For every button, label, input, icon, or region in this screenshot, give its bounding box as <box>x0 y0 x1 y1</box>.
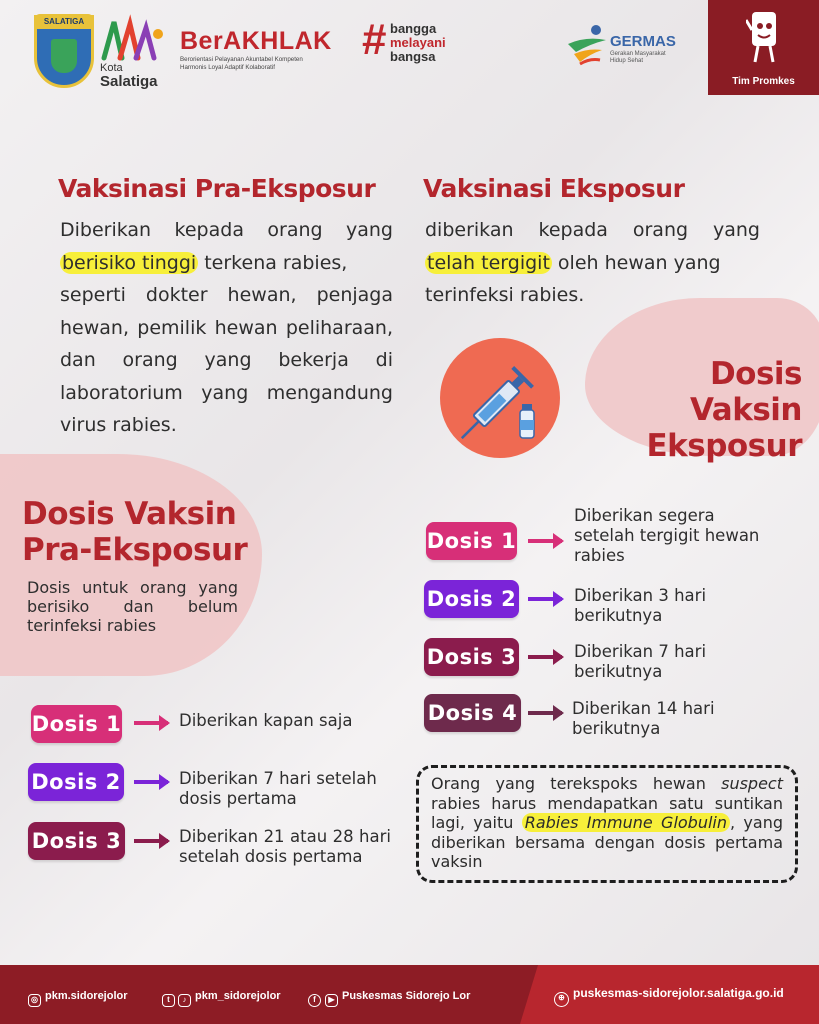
pra-dosis-3-text: Diberikan 21 atau 28 hari setelah dosis pertama <box>179 827 391 866</box>
footer-facebook-youtube[interactable] <box>308 989 470 1007</box>
pra-dosis-1-arrow-icon <box>134 721 168 725</box>
tim-promkes-label: Tim Promkes <box>732 76 795 87</box>
syringe-icon <box>450 350 550 450</box>
pra-dosis-3-badge: Dosis 3 <box>28 822 125 860</box>
twitter-icon: t <box>162 994 175 1007</box>
pra-highlight: berisiko tinggi <box>62 251 197 274</box>
tim-promkes-badge <box>708 0 819 95</box>
dosis-eksposur-title-1: Dosis Vaksin <box>690 356 802 428</box>
shield-ribbon: SALATIGA <box>34 15 94 29</box>
dosis-pra-desc: Dosis untuk orang yang berisiko dan belum terinfeksi rabies <box>27 578 238 635</box>
eks-line-2-rest: oleh hewan yang <box>551 251 721 274</box>
pra-eksposur-title: Vaksinasi Pra-Eksposur <box>58 174 376 203</box>
eksposur-description <box>425 214 760 312</box>
eks-highlight: telah tergigit <box>427 251 550 274</box>
eks-dosis-3-badge: Dosis 3 <box>424 638 519 676</box>
eks-line-3: terinfeksi rabies. <box>425 284 585 306</box>
salatiga-shield-logo <box>34 14 94 88</box>
pra-rest: seperti dokter hewan, penjaga hewan, pemilik hewan peliharaan, dan orang yang bekerja di laboratorium yang mengandung virus rabies. <box>60 284 393 436</box>
pra-line-2 <box>60 247 393 280</box>
note-suspect: suspect <box>721 774 783 793</box>
rabies-immune-globulin-note <box>416 765 798 883</box>
pra-line-1: Diberikan kepada orang yang <box>60 219 393 241</box>
instagram-handle: pkm.sidorejolor <box>45 990 128 1002</box>
berakhlak-tagline-1: Berorientasi Pelayanan Akuntabel Kompeten <box>180 56 303 63</box>
footer-twitter-tiktok[interactable] <box>162 989 281 1007</box>
salatiga-label: Salatiga <box>100 73 158 90</box>
pra-line-2-rest: terkena rabies, <box>198 251 348 274</box>
tiktok-icon: ♪ <box>178 994 191 1007</box>
twitter-tiktok-handle: pkm_sidorejolor <box>195 990 281 1002</box>
facebook-icon: f <box>308 994 321 1007</box>
footer-instagram[interactable] <box>28 989 128 1007</box>
mascot-icon <box>746 8 782 66</box>
eks-dosis-2-badge: Dosis 2 <box>424 580 519 618</box>
eks-dosis-3-text: Diberikan 7 hari berikutnya <box>574 642 707 681</box>
pra-dosis-2-text: Diberikan 7 hari setelah dosis pertama <box>179 769 377 808</box>
pra-dosis-3-arrow-icon <box>134 839 168 843</box>
pra-dosis-1-badge: Dosis 1 <box>31 705 122 743</box>
germas-tagline: Gerakan Masyarakat Hidup Sehat <box>610 51 666 64</box>
pra-dosis-1-text: Diberikan kapan saja <box>179 711 353 730</box>
shield-emblem <box>51 39 77 73</box>
eks-line-1: diberikan kepada orang yang <box>425 219 760 241</box>
berakhlak-tagline-2: Harmonis Loyal Adaptif Kolaboratif <box>180 64 275 71</box>
eks-line-2 <box>425 247 760 280</box>
note-part-2: rabies harus mendapatkan satu suntikan lagi, yaitu <box>431 793 783 832</box>
website-url: puskesmas-sidorejolor.salatiga.go.id <box>573 986 784 1000</box>
eks-dosis-4-badge: Dosis 4 <box>424 694 521 732</box>
eks-dosis-2-arrow-icon <box>528 597 562 601</box>
eks-dosis-4-arrow-icon <box>528 711 562 715</box>
germas-logo: GERMAS <box>610 33 676 50</box>
eks-dosis-3-arrow-icon <box>528 655 562 659</box>
youtube-icon: ▶ <box>325 994 338 1007</box>
dosis-pra-title-1: Dosis Vaksin <box>22 496 237 532</box>
eks-dosis-1-badge: Dosis 1 <box>426 522 517 560</box>
eks-dosis-1-arrow-icon <box>528 539 562 543</box>
kota-salatiga-logo-icon <box>100 14 166 66</box>
bangga-word: bangga <box>390 21 437 36</box>
hashtag-mark: # <box>362 15 387 64</box>
dosis-pra-title-2: Pra-Eksposur <box>22 532 248 568</box>
eks-dosis-2-text: Diberikan 3 hari berikutnya <box>574 586 707 625</box>
pra-dosis-2-arrow-icon <box>134 780 168 784</box>
eksposur-title: Vaksinasi Eksposur <box>423 174 685 203</box>
dosis-eksposur-title-2: Eksposur <box>646 428 802 464</box>
pra-dosis-2-badge: Dosis 2 <box>28 763 124 801</box>
instagram-icon: ◎ <box>28 994 41 1007</box>
eks-dosis-4-text: Diberikan 14 hari berikutnya <box>572 699 715 738</box>
globe-icon: ⊕ <box>554 992 569 1007</box>
note-highlight: Rabies Immune Globulin <box>522 813 730 832</box>
pra-eksposur-description <box>60 214 393 442</box>
bangsa-word: bangsa <box>390 49 436 64</box>
fb-youtube-handle: Puskesmas Sidorejo Lor <box>342 990 471 1002</box>
berakhlak-logo: BerAKHLAK <box>180 27 332 55</box>
dosis-pra-title <box>22 496 247 568</box>
kota-label: Kota <box>100 62 123 74</box>
note-part-3: , yang diberikan bersama dengan dosis pertama vaksin <box>431 813 783 871</box>
germas-logo-icon <box>566 22 610 70</box>
bangga-melayani-logo <box>390 22 446 64</box>
note-part-1: Orang yang terekspoks hewan <box>431 774 722 793</box>
berakhlak-tagline <box>180 56 355 72</box>
dosis-eksposur-title <box>610 356 802 464</box>
eks-dosis-1-text: Diberikan segera setelah tergigit hewan rabies <box>574 506 760 565</box>
melayani-word: melayani <box>390 35 446 50</box>
footer-website[interactable] <box>554 986 784 1007</box>
